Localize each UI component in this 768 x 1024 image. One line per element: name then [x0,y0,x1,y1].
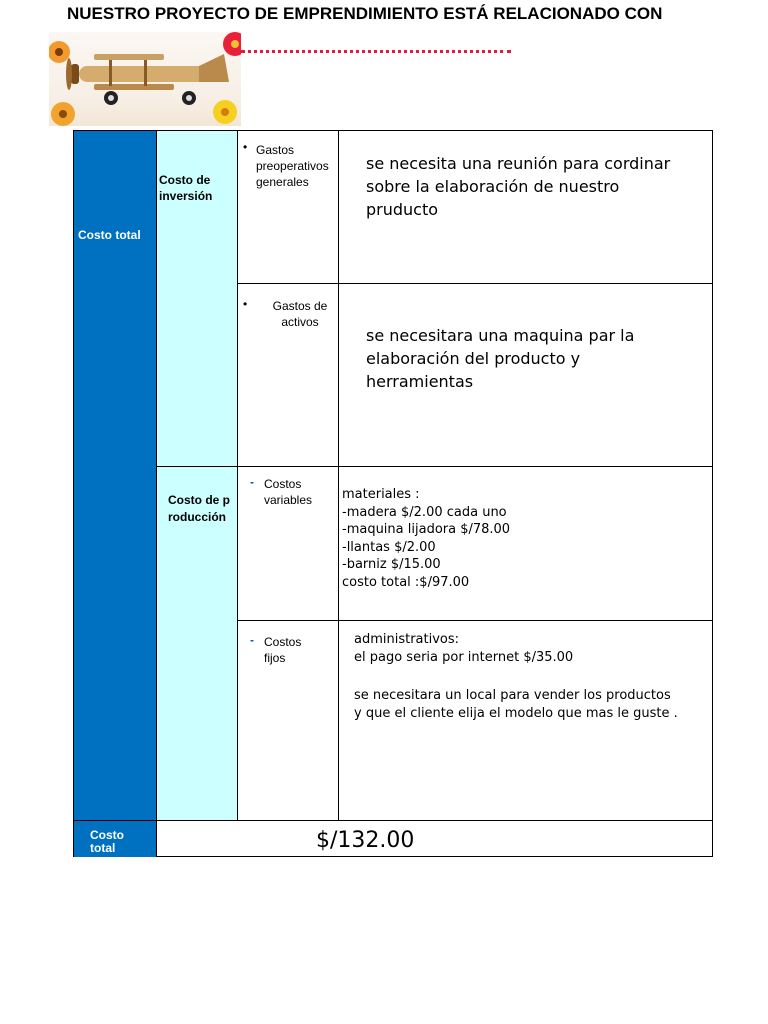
page-title: NUESTRO PROYECTO DE EMPRENDIMIENTO ESTÁ RELACIONADO CON [67,4,663,23]
row1-item: Gastos preoperativos generales [256,143,329,189]
row2-description: se necesitara una maquina par la elaboración del producto y herramientas [366,326,635,391]
airplane-photo [49,32,241,126]
costo-inversion-label: Costo de inversión [159,173,213,203]
desc-line: costo total :$/97.00 [342,574,470,590]
row3-item: Costos variables [264,477,313,507]
subcategory-column [157,131,237,821]
costo-total-label: Costo total [78,228,141,242]
row4-description [354,631,710,722]
desc-line: administrativos: [354,632,460,647]
total-label: Costo total [90,828,124,855]
row4-bullet: - [250,633,254,647]
desc-spacer [354,666,710,687]
desc-line: y que el cliente elija el modelo que mas le guste . [354,705,678,721]
row4-item: Costos fijos [264,635,302,665]
row1-description: se necesita una reunión para cordinar sobre la elaboración de nuestro pruducto [366,154,671,219]
total-row-label-cell [74,821,156,857]
row2-item: Gastos de activos [272,299,328,329]
row3-description [342,486,702,592]
desc-line: -madera $/2.00 cada uno [342,504,507,520]
desc-line: -maquina lijadora $/78.00 [342,522,511,538]
costo-produccion-label: Costo de producción [168,493,230,524]
desc-line: materiales : [342,487,420,502]
costo-total-column [74,131,156,821]
total-value: $/132.00 [316,828,415,853]
row3-bullet: - [250,475,254,489]
row2-bullet: • [243,297,248,311]
desc-line: el pago seria por internet $/35.00 [354,649,574,665]
cost-table [73,130,713,857]
row1-bullet: • [243,140,248,154]
desc-line: se necesitara un local para vender los productos [354,688,671,704]
desc-line: -llantas $/2.00 [342,539,436,555]
dotted-line [241,40,511,53]
desc-line: -barniz $/15.00 [342,557,441,573]
